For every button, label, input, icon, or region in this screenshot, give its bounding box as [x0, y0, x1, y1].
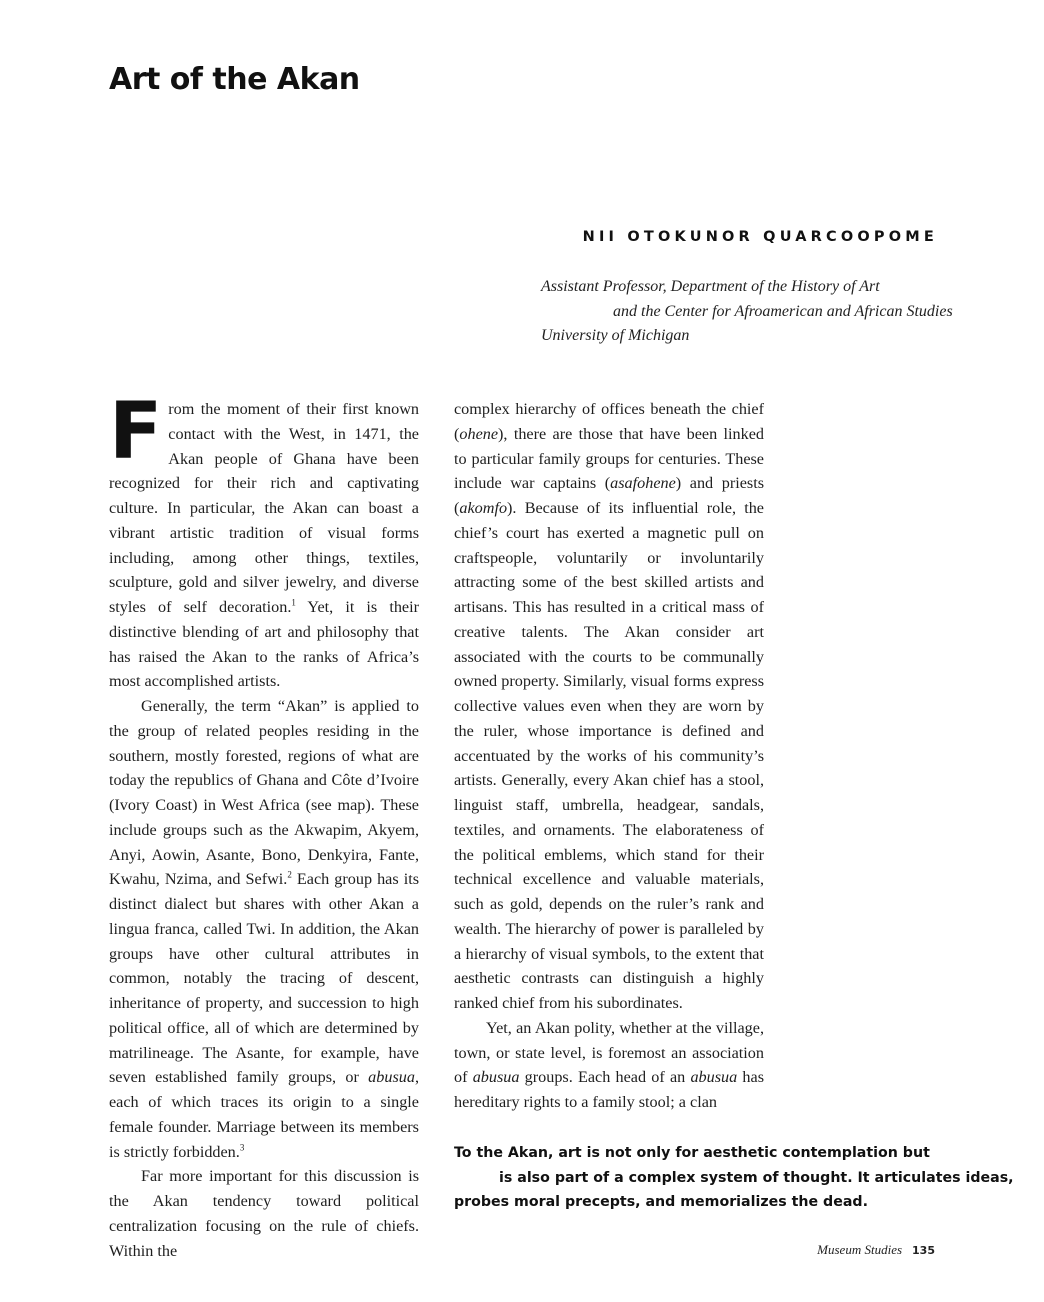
article-title: Art of the Akan [109, 62, 360, 97]
pull-quote-line: probes moral precepts, and memorializes the dead. [454, 1194, 868, 1210]
author-name: NII OTOKUNOR QUARCOOPOME [582, 229, 938, 245]
paragraph [454, 397, 764, 1016]
paragraph-text: ), there are those that have been linked to particular family groups for centuries. These include war captains ( [454, 424, 764, 493]
paragraph-text: Far more important for this discussion is the Akan tendency toward political centralization focusing on the rule of chiefs. Within the [109, 1167, 419, 1260]
paragraph [109, 694, 419, 1164]
paragraph-text: Yet, an Akan polity, whether at the village, town, or state level, is foremost an association of [454, 1018, 764, 1087]
paragraph-text: rom the moment of their first known contact with the West, in 1471, the Akan people of Ghana have been recognized for their rich and captivating culture. In particular, the Akan can boast a vibrant artistic tradition of visual forms including, among other things, textiles, sculpture, gold and silver jewelry, and diverse styles of self decoration. [109, 400, 419, 616]
text-column-left [109, 387, 420, 1263]
page-footer [817, 1242, 935, 1258]
affiliation-line: Assistant Professor, Department of the History of Art [541, 278, 880, 295]
paragraph-text: Yet, it is their distinctive blending of art and philosophy that has raised the Akan to the ranks of Africa’s most accomplished artists. [109, 598, 420, 691]
emphasis-term: abusua [368, 1068, 415, 1087]
publication-name: Museum Studies [817, 1242, 903, 1257]
footnote-ref: 2 [287, 869, 292, 880]
emphasis-term: abusua [690, 1068, 738, 1087]
paragraph [109, 1164, 419, 1263]
page-number: 135 [912, 1244, 935, 1257]
paragraph-text: ). Because of its influential role, the chief’s court has exerted a magnetic pull on craftspeople, voluntarily or involuntarily attracting some of the best skilled artists and artisans. This has resulted in a critical mass of creative talents. The Akan consider art associated with the courts to be communally owned property. Similarly, visual forms express collective values even when they are worn by the ruler, whose importance is defined and accentuated by the works of his community’s artists. Generally, every Akan chief has a stool, linguist staff, umbrella, headgear, sandals, textiles, and ornaments. The elaborateness of the political emblems, which stand for their technical excellence and valuable materials, such as gold, depends on the ruler’s rank and wealth. The hierarchy of power is paralleled by a hierarchy of visual symbols, to the extent that aesthetic contrasts can distinguish a highly ranked chief from his subordinates. [454, 499, 764, 1012]
affiliation-line: and the Center for Afroamerican and African Studies [613, 302, 953, 320]
pull-quote [454, 1141, 1014, 1215]
pull-quote-line: is also part of a complex system of thought. It articulates ideas, [499, 1169, 1014, 1186]
paragraph-text: Each group has its distinct dialect but shares with other Akan a lingua franca, called Twi. In addition, the Akan groups have other cultural attributes in common, notably the tracing of descent, inheritance of property, and succession to high political office, all of which are determined by matrilineage. The Asante, for example, have seven established family groups, or [109, 870, 419, 1087]
author-affiliation [541, 275, 953, 349]
paragraph-text: Generally, the term “Akan” is applied to the group of related peoples residing in the southern, mostly forested, regions of what are today the republics of Ghana and Côte d’Ivoire (Ivory Coast) in West Africa (see map). These include groups such as the Akwapim, Akyem, Anyi, Aowin, Asante, Bono, Denkyira, Fante, Kwahu, Nzima, and Sefwi. [109, 697, 419, 889]
paragraph-text: groups. Each head of an [519, 1068, 691, 1087]
paragraph [109, 387, 420, 694]
paragraph-text: , each of which traces its origin to a single female founder. Marriage between its members is strictly forbidden. [109, 1068, 419, 1161]
paragraph-text: has hereditary rights to a family stool; a clan [454, 1068, 764, 1111]
footnote-ref: 1 [291, 597, 296, 608]
paragraph-text: ) and priests ( [454, 474, 765, 517]
emphasis-term: asafohene [610, 474, 676, 493]
affiliation-line: University of Michigan [541, 327, 690, 345]
paragraph-text: complex hierarchy of offices beneath the chief ( [454, 400, 764, 443]
paragraph [454, 1016, 764, 1115]
text-column-right [454, 397, 764, 1115]
drop-cap: F [109, 387, 163, 477]
emphasis-term: abusua [472, 1068, 520, 1087]
emphasis-term: akomfo [459, 499, 508, 517]
footnote-ref: 3 [239, 1142, 245, 1153]
emphasis-term: ohene [459, 424, 499, 443]
pull-quote-line: To the Akan, art is not only for aesthetic contemplation but [454, 1145, 930, 1161]
